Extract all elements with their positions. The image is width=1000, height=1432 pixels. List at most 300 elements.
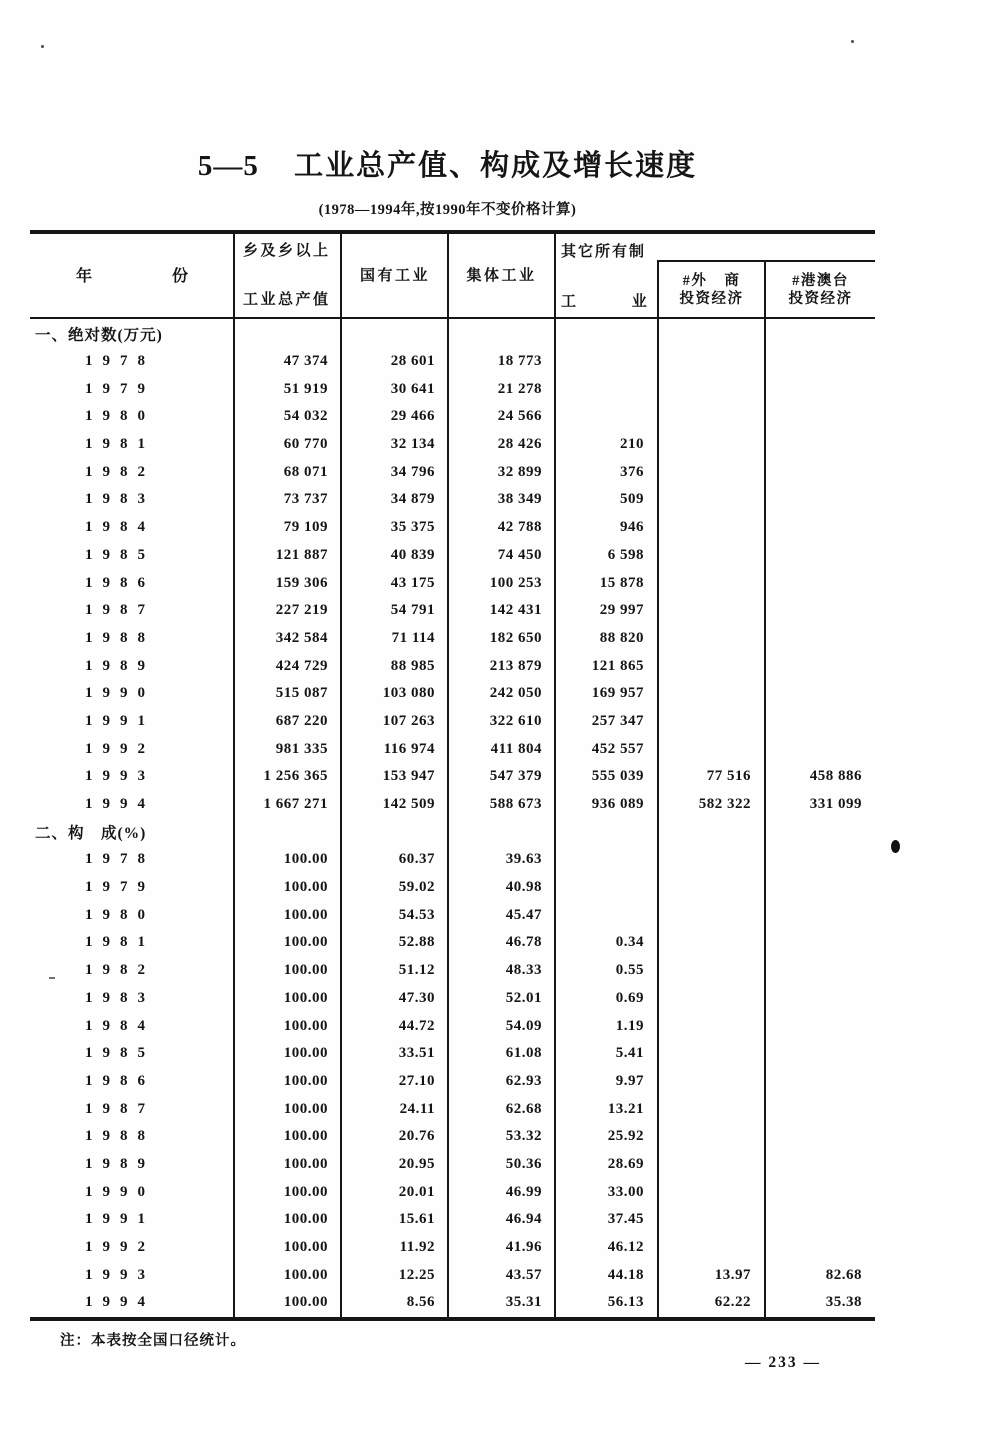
collective-cell: 213 879 (489, 657, 542, 674)
collective-cell: 48.33 (505, 962, 542, 979)
section-absolute-rows (30, 348, 875, 819)
collective-cell: 41.96 (505, 1239, 542, 1256)
foreign-invested-cell (657, 1123, 764, 1151)
collective-cell: 38 349 (497, 491, 542, 508)
foreign-invested-cell (657, 1095, 764, 1123)
gross-output-cell: 424 729 (275, 657, 328, 674)
table-row (30, 1289, 875, 1317)
hmt-invested-cell (764, 735, 875, 763)
foreign-invested-cell (657, 680, 764, 708)
gross-output-cell: 227 219 (275, 602, 328, 619)
year-cell: 1978 (85, 353, 155, 370)
collective-cell: 54.09 (505, 1017, 542, 1034)
header-hmt-line2: 投资经济 (788, 291, 853, 307)
hmt-invested-cell (764, 1123, 875, 1151)
header-collective: 集体工业 (466, 267, 537, 284)
gross-output-cell: 100.00 (283, 962, 328, 979)
collective-cell: 100 253 (489, 574, 542, 591)
table-row (30, 957, 875, 985)
hmt-invested-cell (764, 458, 875, 486)
year-cell: 1982 (85, 962, 155, 979)
other-ownership-cell: 0.34 (615, 934, 644, 951)
other-ownership-cell (555, 403, 657, 431)
other-ownership-cell: 0.69 (615, 989, 644, 1006)
collective-cell: 411 804 (490, 740, 542, 757)
state-owned-cell: 27.10 (398, 1072, 435, 1089)
gross-output-cell: 100.00 (283, 1294, 328, 1311)
state-owned-cell: 33.51 (398, 1045, 435, 1062)
foreign-invested-cell (657, 957, 764, 985)
table-row (30, 625, 875, 653)
hmt-invested-cell (764, 542, 875, 570)
collective-cell: 61.08 (505, 1045, 542, 1062)
hmt-invested-cell (764, 514, 875, 542)
state-owned-cell: 116 974 (383, 740, 435, 757)
other-ownership-cell (555, 874, 657, 902)
other-ownership-cell: 56.13 (607, 1294, 644, 1311)
hmt-invested-cell (764, 1095, 875, 1123)
table-row (30, 569, 875, 597)
table-row (30, 375, 875, 403)
collective-cell: 62.93 (505, 1072, 542, 1089)
hmt-invested-cell (764, 403, 875, 431)
foreign-invested-cell: 77 516 (706, 768, 751, 785)
table-row (30, 763, 875, 791)
collective-cell: 43.57 (505, 1266, 542, 1283)
foreign-invested-cell (657, 1040, 764, 1068)
gross-output-cell: 121 887 (275, 546, 328, 563)
state-owned-cell: 20.76 (398, 1128, 435, 1145)
header-other-ownership-group: 其它所有制 (561, 244, 647, 260)
hmt-invested-cell (764, 874, 875, 902)
speck-artifact (41, 45, 44, 48)
year-cell: 1987 (85, 1100, 155, 1117)
year-cell: 1990 (85, 685, 155, 702)
hmt-invested-cell (764, 680, 875, 708)
other-ownership-cell: 452 557 (591, 740, 644, 757)
hmt-invested-cell (764, 625, 875, 653)
gross-output-cell: 100.00 (283, 1155, 328, 1172)
table-row (30, 929, 875, 957)
other-ownership-cell: 555 039 (591, 768, 644, 785)
table-row (30, 431, 875, 459)
foreign-invested-cell (657, 458, 764, 486)
gross-output-cell: 342 584 (275, 629, 328, 646)
gross-output-cell: 100.00 (283, 1266, 328, 1283)
state-owned-cell: 153 947 (382, 768, 435, 785)
state-owned-cell: 51.12 (398, 962, 435, 979)
gross-output-cell: 100.00 (283, 879, 328, 896)
section-header-absolute (30, 320, 875, 348)
header-year: 年 份 (75, 267, 188, 285)
gross-output-cell: 68 071 (283, 463, 328, 480)
state-owned-cell: 29 466 (390, 408, 435, 425)
gross-output-cell: 54 032 (283, 408, 328, 425)
collective-cell: 50.36 (505, 1155, 542, 1172)
gross-output-cell: 100.00 (283, 1211, 328, 1228)
other-ownership-cell: 46.12 (607, 1239, 644, 1256)
state-owned-cell: 107 263 (382, 712, 435, 729)
foreign-invested-cell: 62.22 (714, 1294, 751, 1311)
gross-output-cell: 73 737 (283, 491, 328, 508)
year-cell: 1989 (85, 1155, 155, 1172)
other-ownership-cell: 257 347 (591, 712, 644, 729)
section-header-composition (30, 818, 875, 846)
year-cell: 1985 (85, 1045, 155, 1062)
foreign-invested-cell (657, 652, 764, 680)
collective-cell: 24 566 (497, 408, 542, 425)
gross-output-cell: 79 109 (283, 519, 328, 536)
foreign-invested-cell (657, 1151, 764, 1179)
table-body (30, 320, 875, 1317)
table-row (30, 1095, 875, 1123)
other-ownership-cell: 25.92 (607, 1128, 644, 1145)
foreign-invested-cell (657, 985, 764, 1013)
state-owned-cell: 11.92 (399, 1239, 435, 1256)
hmt-invested-cell (764, 957, 875, 985)
table-row (30, 680, 875, 708)
hmt-invested-cell (764, 1012, 875, 1040)
other-ownership-cell: 121 865 (591, 657, 644, 674)
other-ownership-cell: 1.19 (615, 1017, 644, 1034)
table-number: 5—5 (197, 150, 259, 182)
year-cell: 1989 (85, 657, 155, 674)
state-owned-cell: 88 985 (390, 657, 435, 674)
gross-output-cell: 159 306 (275, 574, 328, 591)
gross-output-cell: 47 374 (283, 353, 328, 370)
state-owned-cell: 24.11 (399, 1100, 435, 1117)
hmt-invested-cell (764, 1068, 875, 1096)
foreign-invested-cell (657, 348, 764, 376)
table-row (30, 1068, 875, 1096)
gross-output-cell: 100.00 (283, 1017, 328, 1034)
foreign-invested-cell (657, 901, 764, 929)
year-cell: 1980 (85, 906, 155, 923)
table-row (30, 1261, 875, 1289)
hmt-invested-cell: 458 886 (809, 768, 862, 785)
section-composition-rows (30, 846, 875, 1317)
gross-output-cell: 100.00 (283, 1100, 328, 1117)
collective-cell: 142 431 (489, 602, 542, 619)
hmt-invested-cell (764, 348, 875, 376)
hmt-invested-cell: 35.38 (825, 1294, 862, 1311)
foreign-invested-cell (657, 431, 764, 459)
other-ownership-cell: 15 878 (599, 574, 644, 591)
other-ownership-cell: 44.18 (607, 1266, 644, 1283)
foreign-invested-cell (657, 1178, 764, 1206)
header-township-line1: 乡及乡以上 (243, 243, 331, 259)
table-row (30, 1012, 875, 1040)
header-foreign-line1: #外 商 (682, 273, 741, 289)
foreign-invested-cell (657, 597, 764, 625)
collective-cell: 18 773 (497, 353, 542, 370)
hmt-invested-cell (764, 985, 875, 1013)
foreign-invested-cell (657, 514, 764, 542)
state-owned-cell: 12.25 (398, 1266, 435, 1283)
year-cell: 1988 (85, 1128, 155, 1145)
other-ownership-cell: 169 957 (591, 685, 644, 702)
gross-output-cell: 981 335 (275, 740, 328, 757)
gross-output-cell: 60 770 (283, 436, 328, 453)
collective-cell: 45.47 (505, 906, 542, 923)
table-row (30, 1151, 875, 1179)
foreign-invested-cell (657, 929, 764, 957)
gross-output-cell: 1 667 271 (263, 796, 328, 813)
other-ownership-cell: 509 (620, 491, 644, 508)
state-owned-cell: 15.61 (398, 1211, 435, 1228)
state-owned-cell: 35 375 (390, 519, 435, 536)
year-cell: 1986 (85, 574, 155, 591)
foreign-invested-cell (657, 1206, 764, 1234)
hmt-invested-cell (764, 708, 875, 736)
collective-cell: 322 610 (489, 712, 542, 729)
header-hmt-invested (766, 262, 875, 318)
year-cell: 1985 (85, 546, 155, 563)
collective-cell: 32 899 (497, 463, 542, 480)
year-cell: 1993 (85, 768, 155, 785)
year-cell: 1982 (85, 463, 155, 480)
foreign-invested-cell: 582 322 (698, 796, 751, 813)
hmt-invested-cell: 331 099 (809, 796, 862, 813)
year-cell: 1988 (85, 629, 155, 646)
hmt-invested-cell (764, 1178, 875, 1206)
collective-cell: 39.63 (505, 851, 542, 868)
foreign-invested-cell (657, 708, 764, 736)
other-ownership-cell: 946 (620, 519, 644, 536)
year-cell: 1987 (85, 602, 155, 619)
table-row (30, 597, 875, 625)
state-owned-cell: 59.02 (398, 879, 435, 896)
year-cell: 1991 (85, 1211, 155, 1228)
table-row (30, 542, 875, 570)
state-owned-cell: 20.01 (398, 1183, 435, 1200)
year-cell: 1978 (85, 851, 155, 868)
year-cell: 1979 (85, 380, 155, 397)
page-subtitle: (1978—1994年,按1990年不变价格计算) (318, 202, 577, 218)
collective-cell: 40.98 (505, 879, 542, 896)
state-owned-cell: 54.53 (398, 906, 435, 923)
ink-dot-artifact (891, 840, 900, 853)
speck-artifact (851, 40, 854, 43)
gross-output-cell: 100.00 (283, 1239, 328, 1256)
gross-output-cell: 100.00 (283, 851, 328, 868)
gross-output-cell: 100.00 (283, 1072, 328, 1089)
other-ownership-cell: 29 997 (599, 602, 644, 619)
state-owned-cell: 47.30 (398, 989, 435, 1006)
collective-cell: 35.31 (505, 1294, 542, 1311)
other-ownership-cell: 0.55 (615, 962, 644, 979)
year-cell: 1983 (85, 491, 155, 508)
collective-cell: 547 379 (489, 768, 542, 785)
year-cell: 1980 (85, 408, 155, 425)
foreign-invested-cell (657, 1068, 764, 1096)
table-row (30, 1040, 875, 1068)
state-owned-cell: 34 796 (390, 463, 435, 480)
foreign-invested-cell (657, 1012, 764, 1040)
collective-cell: 242 050 (489, 685, 542, 702)
state-owned-cell: 54 791 (390, 602, 435, 619)
year-cell: 1991 (85, 712, 155, 729)
year-cell: 1986 (85, 1072, 155, 1089)
speck-artifact (49, 977, 55, 979)
other-ownership-cell: 5.41 (615, 1045, 644, 1062)
other-ownership-cell: 376 (620, 463, 644, 480)
table-row (30, 458, 875, 486)
page-title (0, 143, 895, 184)
collective-cell: 46.78 (505, 934, 542, 951)
year-cell: 1979 (85, 879, 155, 896)
state-owned-cell: 30 641 (390, 380, 435, 397)
state-owned-cell: 44.72 (398, 1017, 435, 1034)
year-cell: 1993 (85, 1266, 155, 1283)
header-foreign-line2: 投资经济 (679, 291, 744, 307)
gross-output-cell: 100.00 (283, 989, 328, 1006)
header-hmt-line1: #港澳台 (792, 273, 849, 289)
gross-output-cell: 100.00 (283, 1045, 328, 1062)
state-owned-cell: 28 601 (390, 353, 435, 370)
year-cell: 1984 (85, 519, 155, 536)
other-ownership-cell (555, 348, 657, 376)
foreign-invested-cell (657, 735, 764, 763)
table-row (30, 791, 875, 819)
state-owned-cell: 8.56 (406, 1294, 435, 1311)
state-owned-cell: 103 080 (382, 685, 435, 702)
gross-output-cell: 51 919 (283, 380, 328, 397)
year-cell: 1983 (85, 989, 155, 1006)
other-ownership-cell: 9.97 (615, 1072, 644, 1089)
table-title: 工业总产值、构成及增长速度 (294, 150, 698, 182)
collective-cell: 21 278 (497, 380, 542, 397)
foreign-invested-cell: 13.97 (714, 1266, 751, 1283)
hmt-invested-cell (764, 1040, 875, 1068)
year-cell: 1981 (85, 934, 155, 951)
other-ownership-cell: 37.45 (607, 1211, 644, 1228)
hmt-invested-cell (764, 486, 875, 514)
other-ownership-cell: 88 820 (599, 629, 644, 646)
collective-cell: 52.01 (505, 989, 542, 1006)
table-row (30, 348, 875, 376)
year-cell: 1994 (85, 796, 155, 813)
section-title: 二、构 成(%) (35, 825, 147, 843)
hmt-invested-cell (764, 375, 875, 403)
collective-cell: 62.68 (505, 1100, 542, 1117)
state-owned-cell: 20.95 (398, 1155, 435, 1172)
foreign-invested-cell (657, 569, 764, 597)
other-ownership-cell: 210 (620, 436, 644, 453)
other-ownership-cell: 936 089 (591, 796, 644, 813)
collective-cell: 46.94 (505, 1211, 542, 1228)
foreign-invested-cell (657, 625, 764, 653)
hmt-invested-cell (764, 1234, 875, 1262)
header-state-owned: 国有工业 (359, 267, 430, 284)
hmt-invested-cell (764, 569, 875, 597)
header-township-output (236, 230, 339, 318)
table-row (30, 1178, 875, 1206)
collective-cell: 74 450 (497, 546, 542, 563)
gross-output-cell: 687 220 (275, 712, 328, 729)
table-row (30, 1123, 875, 1151)
statistics-table (30, 230, 875, 1321)
hmt-invested-cell (764, 431, 875, 459)
state-owned-cell: 71 114 (391, 629, 435, 646)
state-owned-cell: 34 879 (390, 491, 435, 508)
state-owned-cell: 142 509 (382, 796, 435, 813)
state-owned-cell: 32 134 (390, 436, 435, 453)
hmt-invested-cell (764, 901, 875, 929)
table-row (30, 514, 875, 542)
table-bottom-border (30, 1317, 875, 1321)
gross-output-cell: 100.00 (283, 1128, 328, 1145)
hmt-invested-cell (764, 846, 875, 874)
foreign-invested-cell (657, 403, 764, 431)
year-cell: 1994 (85, 1294, 155, 1311)
foreign-invested-cell (657, 846, 764, 874)
other-ownership-cell: 6 598 (607, 546, 644, 563)
year-cell: 1992 (85, 740, 155, 757)
hmt-invested-cell (764, 597, 875, 625)
foreign-invested-cell (657, 1234, 764, 1262)
hmt-invested-cell (764, 929, 875, 957)
header-foreign-invested (659, 262, 764, 318)
other-ownership-cell (555, 846, 657, 874)
collective-cell: 42 788 (497, 519, 542, 536)
header-township-line2: 工业总产值 (243, 292, 331, 308)
hmt-invested-cell (764, 1151, 875, 1179)
collective-cell: 53.32 (505, 1128, 542, 1145)
table-row (30, 708, 875, 736)
gross-output-cell: 100.00 (283, 934, 328, 951)
hmt-invested-cell (764, 652, 875, 680)
state-owned-cell: 60.37 (398, 851, 435, 868)
other-ownership-cell: 13.21 (607, 1100, 644, 1117)
state-owned-cell: 43 175 (390, 574, 435, 591)
section-title: 一、绝对数(万元) (35, 326, 163, 344)
table-row (30, 846, 875, 874)
collective-cell: 588 673 (489, 796, 542, 813)
other-ownership-cell (555, 375, 657, 403)
foreign-invested-cell (657, 375, 764, 403)
other-ownership-cell: 33.00 (607, 1183, 644, 1200)
table-row (30, 652, 875, 680)
collective-cell: 28 426 (497, 436, 542, 453)
table-row (30, 874, 875, 902)
gross-output-cell: 515 087 (275, 685, 328, 702)
gross-output-cell: 100.00 (283, 906, 328, 923)
state-owned-cell: 40 839 (390, 546, 435, 563)
table-row (30, 1234, 875, 1262)
other-ownership-cell: 28.69 (607, 1155, 644, 1172)
year-cell: 1990 (85, 1183, 155, 1200)
gross-output-cell: 1 256 365 (263, 768, 328, 785)
foreign-invested-cell (657, 542, 764, 570)
other-ownership-cell (555, 901, 657, 929)
state-owned-cell: 52.88 (398, 934, 435, 951)
year-cell: 1984 (85, 1017, 155, 1034)
year-cell: 1981 (85, 436, 155, 453)
table-row (30, 901, 875, 929)
header-other-ownership-industry: 工 业 (561, 294, 647, 310)
table-row (30, 1206, 875, 1234)
hmt-invested-cell: 82.68 (825, 1266, 862, 1283)
table-row (30, 403, 875, 431)
foreign-invested-cell (657, 486, 764, 514)
collective-cell: 46.99 (505, 1183, 542, 1200)
page-number: — 233 — (745, 1354, 821, 1371)
foreign-invested-cell (657, 874, 764, 902)
year-cell: 1992 (85, 1239, 155, 1256)
table-row (30, 985, 875, 1013)
table-note: 注：本表按全国口径统计。 (60, 1333, 246, 1349)
